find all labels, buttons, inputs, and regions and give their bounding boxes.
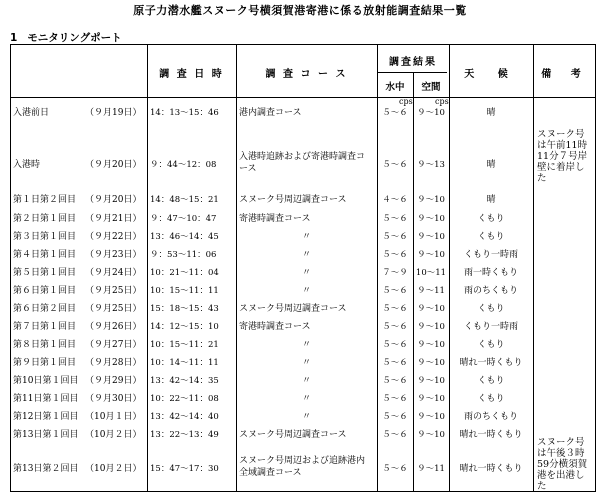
row-weather: くもり一時雨 xyxy=(463,321,518,332)
row-time: 15：47〜17：30 xyxy=(150,463,219,474)
row-weather: 雨のちくもり xyxy=(463,285,518,296)
row-date: （９月29日） xyxy=(85,375,142,386)
row-water: ７〜９ xyxy=(382,267,408,278)
row-air: 10〜11 xyxy=(415,267,447,278)
row-label: 第11日第１回目 xyxy=(13,393,79,404)
row-air: ９〜11 xyxy=(417,285,445,296)
row-air: ９〜10 xyxy=(417,231,445,242)
row-time: 13：42〜14：40 xyxy=(150,411,219,422)
row-date: （10月２日） xyxy=(85,463,142,474)
unit-water: cps xyxy=(399,97,413,106)
row-weather: 雨一時くもり xyxy=(463,267,518,278)
row-water: ５〜６ xyxy=(382,463,408,474)
row-water: ５〜６ xyxy=(382,321,408,332)
row-course: 〃 xyxy=(301,267,311,278)
row-label: 第１日第２回目 xyxy=(13,194,77,205)
row-course: 入港時追跡および寄港時調査コース xyxy=(239,152,366,174)
row-air: ９〜10 xyxy=(417,213,445,224)
row-water: ５〜６ xyxy=(382,429,408,440)
row-label: 第６日第１回目 xyxy=(13,285,77,296)
row-air: ９〜10 xyxy=(417,393,445,404)
row-label: 第13日第１回目 xyxy=(13,429,79,440)
header-date: 調 査 日 時 xyxy=(159,69,224,80)
row-weather: くもり一時雨 xyxy=(463,249,518,260)
row-label: 第２日第１回目 xyxy=(13,213,77,224)
row-weather: くもり xyxy=(477,375,505,386)
row-air: ９〜10 xyxy=(417,429,445,440)
row-time: 15：18〜15：43 xyxy=(150,303,219,314)
row-weather: 晴 xyxy=(486,159,496,170)
row-date: （９月28日） xyxy=(85,357,142,368)
note-arrival: スヌーク号は午前11時11分７号岸壁に着岸した xyxy=(537,129,588,184)
row-water: ５〜６ xyxy=(382,159,408,170)
row-time: 13：22〜13：49 xyxy=(150,429,219,440)
row-time: 10：15〜11：11 xyxy=(150,285,219,296)
row-weather: 晴れ一時くもり xyxy=(459,357,523,368)
row-label: 第９日第１回目 xyxy=(13,357,77,368)
note-departure: スヌーク号は午後３時59分横須賀港を出港した xyxy=(537,437,588,492)
row-water: ５〜６ xyxy=(382,213,408,224)
row-water: ４〜６ xyxy=(382,194,408,205)
row-weather: くもり xyxy=(477,393,505,404)
row-date: （９月30日） xyxy=(85,393,142,404)
row-water: ５〜６ xyxy=(382,393,408,404)
row-water: ５〜６ xyxy=(382,339,408,350)
row-air: ９〜10 xyxy=(417,375,445,386)
row-label: 入港時 xyxy=(13,159,41,170)
row-course: スヌーク号周辺および追跡港内全域調査コース xyxy=(239,456,366,478)
row-time: 10：22〜11：08 xyxy=(150,393,219,404)
row-label: 第12日第１回目 xyxy=(13,411,79,422)
results-table xyxy=(10,44,596,492)
row-time: 10：15〜11：21 xyxy=(150,339,219,350)
row-weather: くもり xyxy=(477,213,505,224)
row-time: 10：21〜11：04 xyxy=(150,267,219,278)
row-air: ９〜10 xyxy=(417,249,445,260)
row-course: スヌーク号周辺調査コース xyxy=(239,303,347,314)
row-label: 第６日第２回目 xyxy=(13,303,77,314)
row-course: 〃 xyxy=(301,249,311,260)
row-water: ５〜６ xyxy=(382,249,408,260)
row-air: ９〜13 xyxy=(417,159,445,170)
row-air: ９〜10 xyxy=(417,339,445,350)
row-course: 〃 xyxy=(301,393,311,404)
section-label: モニタリングポート xyxy=(27,32,122,44)
row-time: ９：53〜11：06 xyxy=(150,249,217,260)
row-date: （９月25日） xyxy=(85,285,142,296)
row-weather: 晴れ一時くもり xyxy=(459,429,523,440)
document-title: 原子力潜水艦スヌーク号横須賀港寄港に係る放射能調査結果一覧 xyxy=(133,4,467,17)
header-water: 水中 xyxy=(385,82,405,93)
row-course: 〃 xyxy=(301,375,311,386)
row-course: 寄港時調査コース xyxy=(239,213,311,224)
row-course: 〃 xyxy=(301,357,311,368)
header-notes: 備 考 xyxy=(541,69,589,80)
row-date: （９月24日） xyxy=(85,267,142,278)
row-weather: くもり xyxy=(477,339,505,350)
header-result: 調査結果 xyxy=(389,57,437,68)
row-label: 第13日第２回目 xyxy=(13,463,79,474)
row-water: ５〜６ xyxy=(382,375,408,386)
row-course: 〃 xyxy=(301,339,311,350)
row-time: ９：47〜10：47 xyxy=(150,213,217,224)
row-air: ９〜10 xyxy=(417,321,445,332)
row-date: （10月２日） xyxy=(85,429,142,440)
row-time: 14：48〜15：21 xyxy=(150,194,219,205)
row-date: （９月22日） xyxy=(85,231,142,242)
row-course: スヌーク号周辺調査コース xyxy=(239,429,347,440)
row-course: 港内調査コース xyxy=(239,107,302,118)
row-course: 〃 xyxy=(301,411,311,422)
row-date: （９月19日） xyxy=(85,107,142,118)
header-course: 調 査 コ ー ス xyxy=(265,69,348,80)
row-time: 13：46〜14：45 xyxy=(150,231,219,242)
row-air: ９〜10 xyxy=(417,357,445,368)
row-course: 寄港時調査コース xyxy=(239,321,311,332)
row-time: 14：12〜15：10 xyxy=(150,321,219,332)
row-water: ５〜６ xyxy=(382,303,408,314)
row-course: 〃 xyxy=(301,231,311,242)
row-air: ９〜10 xyxy=(417,303,445,314)
row-label: 第５日第１回目 xyxy=(13,267,77,278)
header-weather: 天 候 xyxy=(464,69,518,80)
row-weather: 晴れ一時くもり xyxy=(459,463,523,474)
row-water: ５〜６ xyxy=(382,107,408,118)
row-label: 第10日第１回目 xyxy=(13,375,79,386)
row-weather: 雨のちくもり xyxy=(463,411,518,422)
row-date: （９月20日） xyxy=(85,159,142,170)
row-date: （９月25日） xyxy=(85,303,142,314)
row-time: 13：42〜14：35 xyxy=(150,375,219,386)
row-time: 14：13〜15：46 xyxy=(150,107,219,118)
row-water: ５〜６ xyxy=(382,357,408,368)
row-air: ９〜10 xyxy=(417,411,445,422)
section-heading xyxy=(10,30,132,45)
row-water: ５〜６ xyxy=(382,285,408,296)
row-label: 第４日第１回目 xyxy=(13,249,77,260)
row-date: （10月１日） xyxy=(85,411,142,422)
row-course: スヌーク号周辺調査コース xyxy=(239,194,347,205)
row-date: （９月21日） xyxy=(85,213,142,224)
row-water: ５〜６ xyxy=(382,231,408,242)
row-weather: 晴 xyxy=(486,107,496,118)
row-label: 第３日第１回目 xyxy=(13,231,77,242)
row-time: 10：14〜11：11 xyxy=(150,357,219,368)
row-date: （９月26日） xyxy=(85,321,142,332)
row-date: （９月23日） xyxy=(85,249,142,260)
row-label: 入港前日 xyxy=(13,107,50,118)
row-weather: くもり xyxy=(477,303,505,314)
row-date: （９月27日） xyxy=(85,339,142,350)
row-time: ９：44〜12：08 xyxy=(150,159,217,170)
row-course: 〃 xyxy=(301,285,311,296)
row-weather: 晴 xyxy=(486,194,496,205)
header-air: 空間 xyxy=(421,82,441,93)
row-date: （９月20日） xyxy=(85,194,142,205)
row-weather: くもり xyxy=(477,231,505,242)
row-air: ９〜10 xyxy=(417,194,445,205)
row-label: 第７日第１回目 xyxy=(13,321,77,332)
row-air: ９〜11 xyxy=(417,463,445,474)
section-number: 1 xyxy=(10,32,18,44)
row-water: ５〜６ xyxy=(382,411,408,422)
row-air: ９〜10 xyxy=(417,107,445,118)
row-label: 第８日第１回目 xyxy=(13,339,77,350)
unit-air: cps xyxy=(435,97,449,106)
